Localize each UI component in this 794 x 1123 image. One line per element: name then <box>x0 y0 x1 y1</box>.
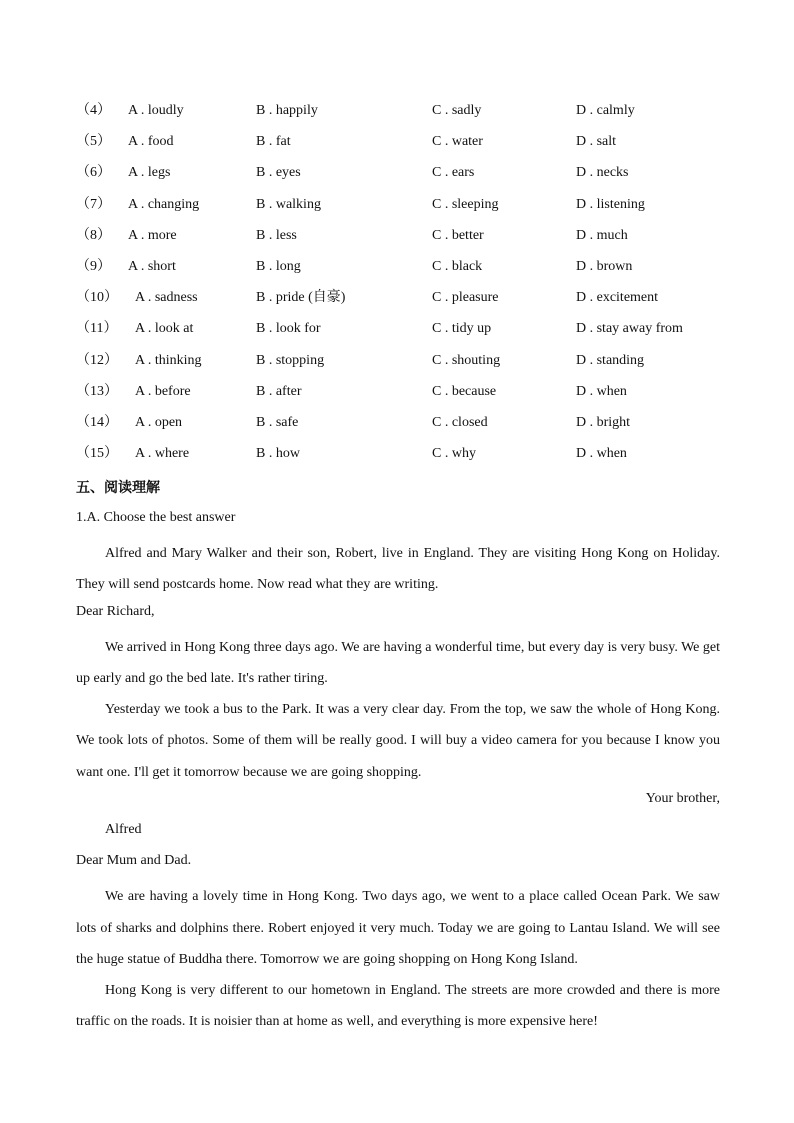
options-table <box>76 99 736 473</box>
question-number: （10） <box>76 290 118 306</box>
option-d: D . salt <box>576 134 617 150</box>
letter2-greeting: Dear Mum and Dad. <box>76 853 192 869</box>
option-b: B . fat <box>256 134 291 150</box>
letter2-paragraph: We are having a lovely time in Hong Kong. Two days ago, we went to a place called Ocean Park. We saw lots of sharks and dolphins there. Robert enjoyed it very much. Today we are going to Lantau Island. We will see the huge statue of Buddha there. Tomorrow we are going shopping on Hong Kong Island. <box>76 889 720 967</box>
letter1-paragraph: We arrived in Hong Kong three days ago. We are having a wonderful time, but every day is very busy. We get up early and go the bed late. It's rather tiring. <box>76 639 720 686</box>
option-a: A . where <box>135 446 190 462</box>
question-number: （14） <box>76 414 118 430</box>
question-number: （7） <box>76 196 111 212</box>
question-number: （15） <box>76 446 118 462</box>
option-row <box>76 442 736 473</box>
option-c: C . tidy up <box>432 321 492 337</box>
option-row <box>76 286 736 317</box>
letter1-signature: Alfred <box>105 821 142 837</box>
option-b: B . long <box>256 258 301 274</box>
option-c: C . shouting <box>432 352 501 368</box>
option-d: D . necks <box>576 165 629 181</box>
option-a: A . sadness <box>135 290 198 306</box>
option-row <box>76 130 736 161</box>
option-c: C . sadly <box>432 103 482 118</box>
option-a: A . changing <box>128 196 200 212</box>
letter2-paragraph: Hong Kong is very different to our hometown in England. The streets are more crowded and there is more traffic on the roads. It is noisier than at home as well, and everything is more expensive here! <box>76 982 720 1030</box>
option-b: B . after <box>256 383 302 399</box>
option-d: D . much <box>576 227 628 243</box>
question-number: （8） <box>76 227 111 243</box>
option-a: A . look at <box>135 321 194 337</box>
option-c: C . because <box>432 383 497 399</box>
option-d: D . stay away from <box>576 321 683 337</box>
question-number: （11） <box>76 321 118 337</box>
option-b: B . less <box>256 227 297 243</box>
option-a: A . open <box>135 414 183 430</box>
option-c: C . black <box>432 258 483 274</box>
option-c: C . pleasure <box>432 290 499 306</box>
option-row <box>76 161 736 192</box>
option-b: B . happily <box>256 103 318 118</box>
question-number: （6） <box>76 165 111 181</box>
option-row <box>76 411 736 442</box>
option-d: D . calmly <box>576 103 635 118</box>
question-number: （13） <box>76 383 118 399</box>
option-d: D . when <box>576 383 627 399</box>
option-b: B . look for <box>256 321 321 337</box>
option-a: A . more <box>128 227 177 243</box>
option-row <box>76 380 736 411</box>
option-a: A . short <box>128 258 176 274</box>
option-d: D . excitement <box>576 290 659 306</box>
question-number: （5） <box>76 134 111 150</box>
option-d: D . when <box>576 446 627 462</box>
option-b: B . how <box>256 446 300 462</box>
option-a: A . before <box>135 383 191 399</box>
option-row <box>76 224 736 255</box>
option-row <box>76 255 736 286</box>
option-c: C . closed <box>432 414 488 430</box>
option-d: D . standing <box>576 352 645 368</box>
option-row <box>76 193 736 224</box>
option-b: B . eyes <box>256 165 301 181</box>
option-b: B . stopping <box>256 352 325 368</box>
question-number: （9） <box>76 258 111 274</box>
option-c: C . water <box>432 134 483 150</box>
letter1-paragraph: Yesterday we took a bus to the Park. It was a very clear day. From the top, we saw the whole of Hong Kong. We took lots of photos. Some of them will be really good. I will buy a video camera for you because I know you want one. I'll get it tomorrow because we are going shopping. <box>76 702 720 780</box>
option-c: C . sleeping <box>432 196 499 212</box>
option-row <box>76 99 736 130</box>
option-a: A . legs <box>128 165 171 181</box>
question-number: （4） <box>76 103 111 118</box>
option-c: C . ears <box>432 165 475 181</box>
option-c: C . why <box>432 446 476 462</box>
option-b: B . walking <box>256 196 321 212</box>
option-row <box>76 349 736 380</box>
option-d: D . listening <box>576 196 645 212</box>
option-d: D . bright <box>576 414 631 430</box>
letter1-closing: Your brother, <box>645 790 720 806</box>
option-b: B . safe <box>256 414 299 430</box>
option-row <box>76 317 736 348</box>
option-c: C . better <box>432 227 484 243</box>
question-number: （12） <box>76 352 118 368</box>
option-a: A . loudly <box>128 103 184 118</box>
letter1-greeting: Dear Richard, <box>76 603 155 619</box>
option-d: D . brown <box>576 258 633 274</box>
option-b: B . pride (自豪) <box>256 290 346 306</box>
option-a: A . food <box>128 134 174 150</box>
question-label: 1.A. Choose the best answer <box>76 510 236 525</box>
option-a: A . thinking <box>135 352 202 368</box>
section-title: 五、阅读理解 <box>76 480 160 496</box>
intro-paragraph: Alfred and Mary Walker and their son, Robert, live in England. They are visiting Hong Kong on Holiday. They will send postcards home. Now read what they are writing. <box>76 546 720 593</box>
reading-passage <box>76 507 720 1037</box>
